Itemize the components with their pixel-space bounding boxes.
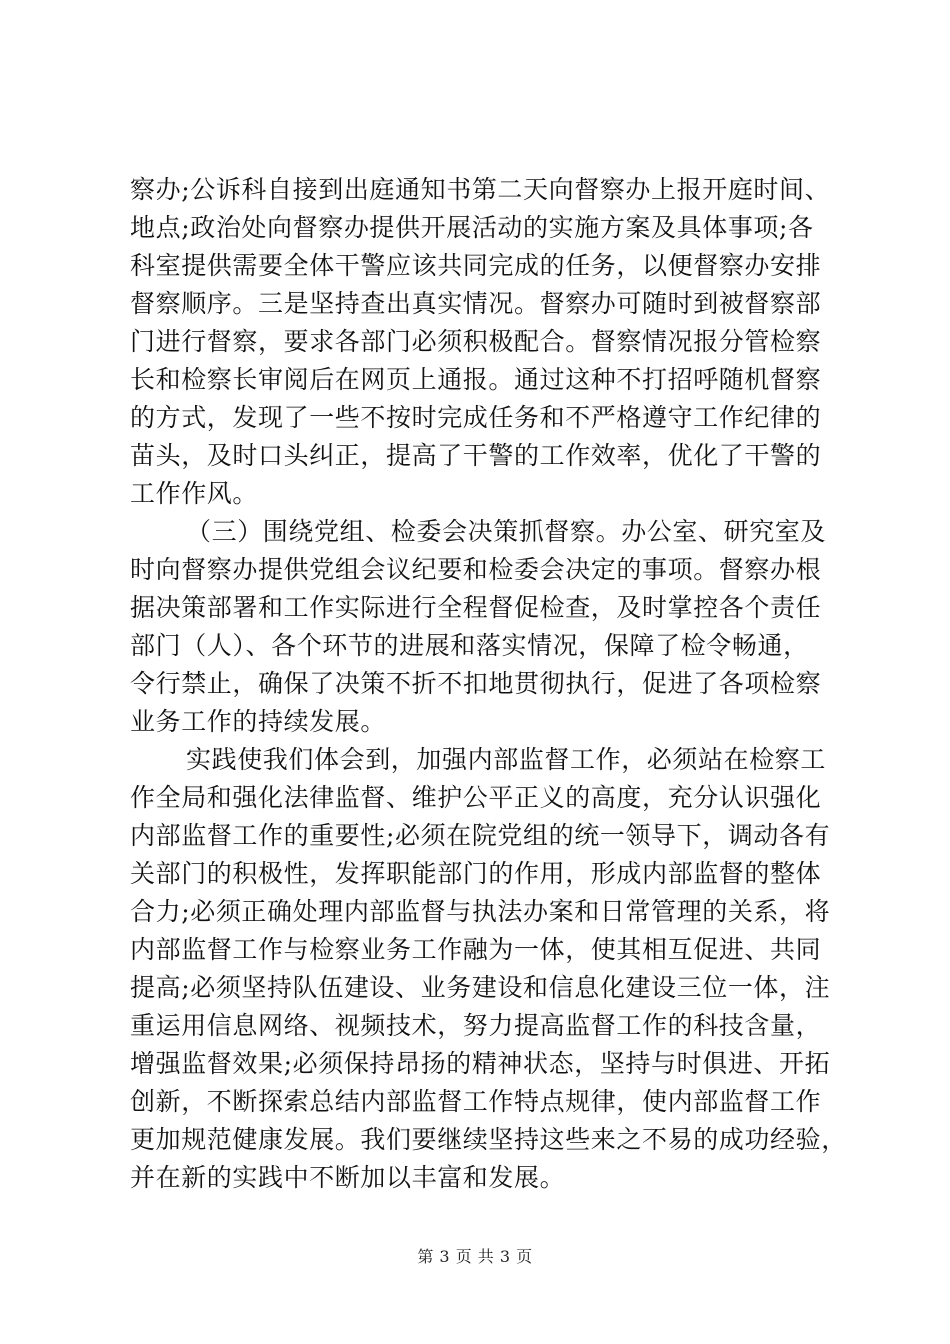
text-line: 提高;必须坚持队伍建设、业务建设和信息化建设三位一体，注 — [130, 973, 831, 1002]
text-line: 并在新的实践中不断加以丰富和发展。 — [130, 1163, 566, 1192]
paragraph-start-line: （三）围绕党组、检委会决策抓督察。办公室、研究室及 — [186, 517, 827, 546]
paragraph-start-line: 实践使我们体会到，加强内部监督工作，必须站在检察工 — [186, 745, 827, 774]
text-line: 合力;必须正确处理内部监督与执法办案和日常管理的关系，将 — [130, 897, 831, 926]
text-line: 创新，不断探索总结内部监督工作特点规律，使内部监督工作 — [130, 1087, 822, 1116]
text-line: 督察顺序。三是坚持查出真实情况。督察办可随时到被督察部 — [130, 289, 822, 318]
text-line: 长和检察长审阅后在网页上通报。通过这种不打招呼随机督察 — [130, 365, 822, 394]
text-line: 据决策部署和工作实际进行全程督促检查，及时掌控各个责任 — [130, 593, 822, 622]
text-line: 工作作风。 — [130, 479, 259, 508]
text-line: 苗头，及时口头纠正，提高了干警的工作效率，优化了干警的 — [130, 441, 822, 470]
text-line: 增强监督效果;必须保持昂扬的精神状态，坚持与时俱进、开拓 — [130, 1049, 831, 1078]
text-line: 重运用信息网络、视频技术，努力提高监督工作的科技含量， — [130, 1011, 822, 1040]
text-line: 的方式，发现了一些不按时完成任务和不严格遵守工作纪律的 — [130, 403, 822, 432]
text-line: 令行禁止，确保了决策不折不扣地贯彻执行，促进了各项检察 — [130, 669, 822, 698]
page-number-footer: 第 3 页 共 3 页 — [417, 1247, 533, 1266]
text-line: 业务工作的持续发展。 — [130, 707, 387, 736]
text-line: 察办;公诉科自接到出庭通知书第二天向督察办上报开庭时间、 — [130, 175, 831, 204]
text-line: 时向督察办提供党组会议纪要和检委会决定的事项。督察办根 — [130, 555, 822, 584]
text-line: 部门（人）、各个环节的进展和落实情况，保障了检令畅通， — [130, 631, 809, 660]
body-text — [130, 171, 847, 1197]
text-line: 科室提供需要全体干警应该共同完成的任务，以便督察办安排 — [130, 251, 822, 280]
text-line: 门进行督察，要求各部门必须积极配合。督察情况报分管检察 — [130, 327, 822, 356]
text-line: 关部门的积极性，发挥职能部门的作用，形成内部监督的整体 — [130, 859, 822, 888]
text-line: 地点;政治处向督察办提供开展活动的实施方案及具体事项;各 — [130, 213, 814, 242]
text-line: 作全局和强化法律监督、维护公平正义的高度，充分认识强化 — [130, 783, 822, 812]
text-line: 内部监督工作与检察业务工作融为一体，使其相互促进、共同 — [130, 935, 822, 964]
text-line: 内部监督工作的重要性;必须在院党组的统一领导下，调动各有 — [130, 821, 831, 850]
text-line: 更加规范健康发展。我们要继续坚持这些来之不易的成功经验， — [130, 1125, 847, 1154]
